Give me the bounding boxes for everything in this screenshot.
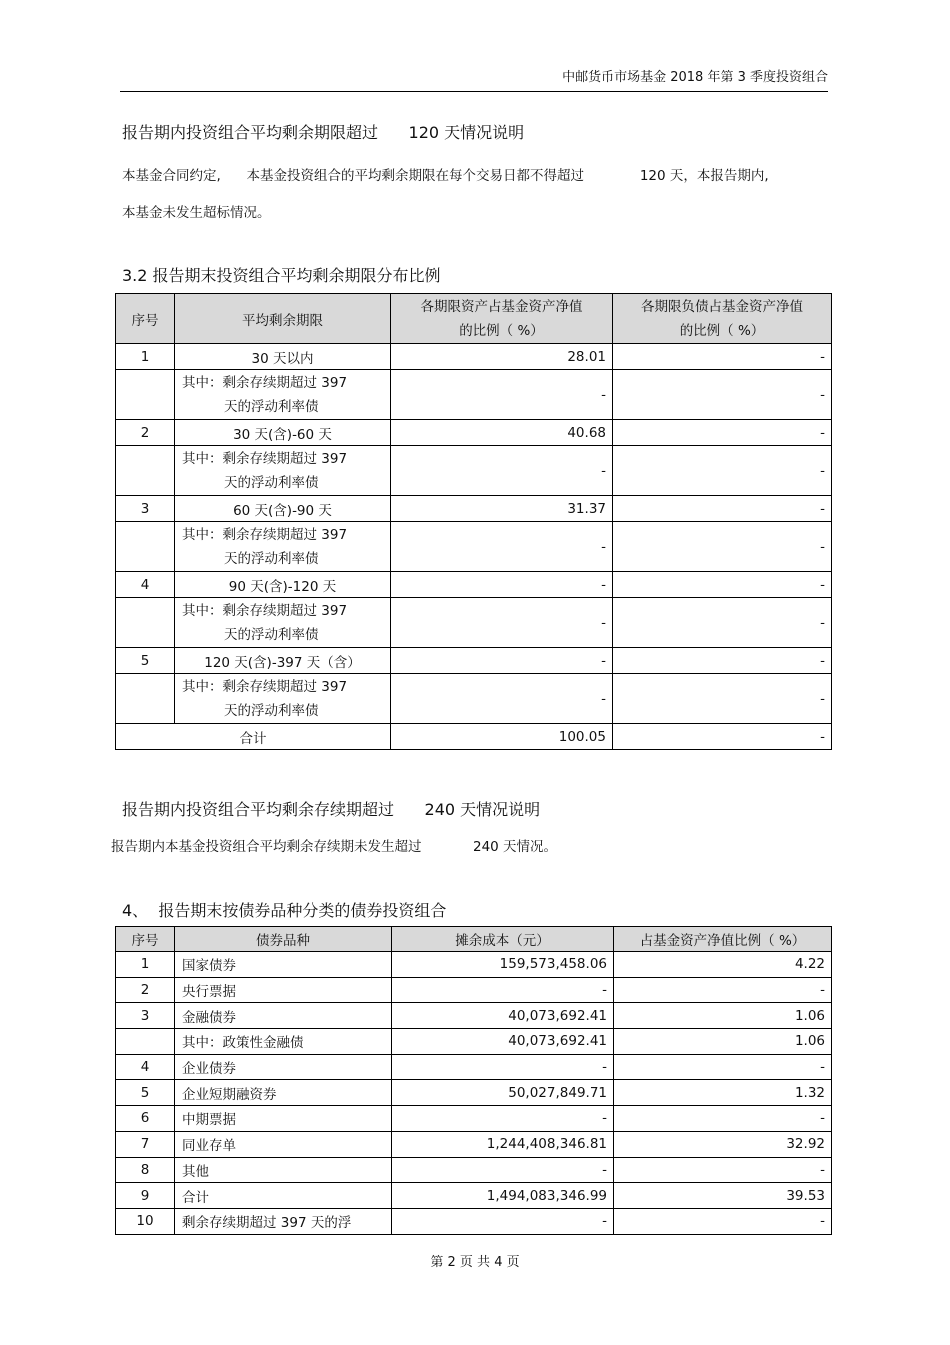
total-liability-ratio: - — [613, 724, 832, 750]
header-rule — [120, 91, 828, 92]
row-nav-ratio: 1.06 — [614, 1029, 832, 1055]
subitem-line-1: 其中：剩余存续期超过 397 — [182, 602, 348, 619]
row-bond-type: 其中：政策性金融债 — [175, 1029, 392, 1055]
row-asset-ratio: 31.37 — [391, 496, 613, 522]
row-seq-empty — [116, 446, 175, 496]
term-distribution-table — [115, 293, 832, 750]
column-header-amortized-cost: 摊余成本（元） — [392, 927, 614, 952]
subitem-line-2: 天的浮动利率债 — [224, 702, 319, 719]
row-nav-ratio: - — [614, 1054, 832, 1080]
subitem-line-1: 其中：剩余存续期超过 397 — [182, 374, 348, 391]
row-amortized-cost: - — [392, 977, 614, 1003]
table-subrow-floating-rate — [116, 370, 832, 420]
row-subitem-asset-ratio: - — [391, 522, 613, 572]
row-liability-ratio: - — [613, 496, 832, 522]
row-liability-ratio: - — [613, 648, 832, 674]
row-asset-ratio: 40.68 — [391, 420, 613, 446]
row-asset-ratio: - — [391, 648, 613, 674]
row-bond-type: 企业短期融资券 — [175, 1080, 392, 1106]
row-nav-ratio: 32.92 — [614, 1131, 832, 1157]
subitem-line-2: 天的浮动利率债 — [224, 474, 319, 491]
table-subrow-floating-rate — [116, 674, 832, 724]
total-row — [116, 724, 832, 750]
row-seq: 5 — [116, 1080, 175, 1106]
row-bond-type: 金融债券 — [175, 1003, 392, 1029]
subitem-line-1: 其中：剩余存续期超过 397 — [182, 450, 348, 467]
row-subitem-liability-ratio: - — [613, 446, 832, 496]
row-nav-ratio: - — [614, 977, 832, 1003]
row-bond-type: 央行票据 — [175, 977, 392, 1003]
row-nav-ratio: - — [614, 1208, 832, 1234]
row-seq: 1 — [116, 344, 175, 370]
row-amortized-cost: 40,073,692.41 — [392, 1003, 614, 1029]
page-header: 中邮货币市场基金 2018 年第 3 季度投资组合 — [562, 70, 828, 85]
row-seq-empty — [116, 598, 175, 648]
row-bond-type: 合计 — [175, 1183, 392, 1209]
table-subrow-floating-rate — [116, 522, 832, 572]
column-header-nav-ratio: 占基金资产净值比例（ %） — [614, 927, 832, 952]
row-amortized-cost: - — [392, 1208, 614, 1234]
column-header-seq: 序号 — [116, 294, 175, 344]
table-header-row — [116, 294, 832, 344]
row-subitem-liability-ratio: - — [613, 674, 832, 724]
table-row — [116, 496, 832, 522]
table-row — [116, 977, 832, 1003]
row-asset-ratio: 28.01 — [391, 344, 613, 370]
row-subitem-liability-ratio: - — [613, 598, 832, 648]
table-row — [116, 1054, 832, 1080]
table-row — [116, 952, 832, 978]
row-bond-type: 同业存单 — [175, 1131, 392, 1157]
column-header-asset-ratio: 各期限资产占基金资产净值 的比例（ %） — [391, 294, 613, 344]
row-bond-type: 中期票据 — [175, 1106, 392, 1132]
row-nav-ratio: 39.53 — [614, 1183, 832, 1209]
subitem-line-2: 天的浮动利率债 — [224, 550, 319, 567]
subitem-line-1: 其中：剩余存续期超过 397 — [182, 526, 348, 543]
table-row — [116, 1080, 832, 1106]
subitem-line-2: 天的浮动利率债 — [224, 626, 319, 643]
row-subitem-asset-ratio: - — [391, 598, 613, 648]
table-row — [116, 1131, 832, 1157]
row-asset-ratio: - — [391, 572, 613, 598]
row-seq: 10 — [116, 1208, 175, 1234]
row-nav-ratio: - — [614, 1157, 832, 1183]
row-seq: 6 — [116, 1106, 175, 1132]
row-liability-ratio: - — [613, 344, 832, 370]
row-subitem-label — [175, 598, 391, 648]
row-amortized-cost: - — [392, 1054, 614, 1080]
column-header-liability-ratio: 各期限负债占基金资产净值 的比例（ %） — [613, 294, 832, 344]
row-seq-empty — [116, 370, 175, 420]
row-term: 30 天以内 — [175, 344, 391, 370]
table-subrow-floating-rate — [116, 598, 832, 648]
row-subitem-label — [175, 674, 391, 724]
row-seq: 2 — [116, 977, 175, 1003]
row-seq: 9 — [116, 1183, 175, 1209]
row-amortized-cost: 1,244,408,346.81 — [392, 1131, 614, 1157]
table-row — [116, 1029, 832, 1055]
row-term: 90 天(含)-120 天 — [175, 572, 391, 598]
total-asset-ratio: 100.05 — [391, 724, 613, 750]
table-row — [116, 1183, 832, 1209]
section-heading-bond-portfolio: 4、 报告期末按债券品种分类的债券投资组合 — [122, 901, 447, 920]
row-bond-type: 剩余存续期超过 397 天的浮 — [175, 1208, 392, 1234]
row-subitem-label — [175, 370, 391, 420]
row-seq: 3 — [116, 496, 175, 522]
table-row — [116, 1208, 832, 1234]
row-seq: 1 — [116, 952, 175, 978]
subitem-line-2: 天的浮动利率债 — [224, 398, 319, 415]
row-subitem-label — [175, 522, 391, 572]
table-row — [116, 1003, 832, 1029]
table-row — [116, 1157, 832, 1183]
column-header-seq: 序号 — [116, 927, 175, 952]
row-subitem-asset-ratio: - — [391, 370, 613, 420]
row-nav-ratio: 1.32 — [614, 1080, 832, 1106]
row-term: 30 天(含)-60 天 — [175, 420, 391, 446]
row-bond-type: 其他 — [175, 1157, 392, 1183]
total-label: 合计 — [116, 724, 391, 750]
subitem-line-1: 其中：剩余存续期超过 397 — [182, 678, 348, 695]
row-liability-ratio: - — [613, 572, 832, 598]
row-amortized-cost: - — [392, 1157, 614, 1183]
row-seq: 5 — [116, 648, 175, 674]
row-amortized-cost: 50,027,849.71 — [392, 1080, 614, 1106]
column-header-term: 平均剩余期限 — [175, 294, 391, 344]
paragraph-line: 本基金合同约定, 本基金投资组合的平均剩余期限在每个交易日都不得超过 120 天，本报告期内, — [122, 168, 769, 184]
row-amortized-cost: 40,073,692.41 — [392, 1029, 614, 1055]
row-bond-type: 国家债券 — [175, 952, 392, 978]
table-subrow-floating-rate — [116, 446, 832, 496]
row-seq: 8 — [116, 1157, 175, 1183]
row-nav-ratio: 4.22 — [614, 952, 832, 978]
row-seq: 3 — [116, 1003, 175, 1029]
row-amortized-cost: - — [392, 1106, 614, 1132]
section-heading-term-distribution: 3.2 报告期末投资组合平均剩余期限分布比例 — [122, 266, 441, 285]
table-row — [116, 648, 832, 674]
table-header-row — [116, 927, 832, 952]
row-subitem-label — [175, 446, 391, 496]
row-seq: 7 — [116, 1131, 175, 1157]
section-heading-avg-term: 报告期内投资组合平均剩余期限超过 120 天情况说明 — [122, 123, 525, 142]
table-row — [116, 420, 832, 446]
row-nav-ratio: 1.06 — [614, 1003, 832, 1029]
table-row — [116, 344, 832, 370]
row-subitem-liability-ratio: - — [613, 522, 832, 572]
row-subitem-asset-ratio: - — [391, 674, 613, 724]
row-seq: 4 — [116, 1054, 175, 1080]
row-amortized-cost: 159,573,458.06 — [392, 952, 614, 978]
row-subitem-asset-ratio: - — [391, 446, 613, 496]
table-row — [116, 1106, 832, 1132]
row-bond-type: 企业债券 — [175, 1054, 392, 1080]
row-liability-ratio: - — [613, 420, 832, 446]
row-seq-empty — [116, 522, 175, 572]
column-header-bond-type: 债券品种 — [175, 927, 392, 952]
row-seq: 4 — [116, 572, 175, 598]
row-seq — [116, 1029, 175, 1055]
row-term: 60 天(含)-90 天 — [175, 496, 391, 522]
paragraph-line: 报告期内本基金投资组合平均剩余存续期未发生超过 240 天情况。 — [111, 839, 558, 855]
section-heading-avg-life: 报告期内投资组合平均剩余存续期超过 240 天情况说明 — [122, 800, 541, 819]
row-seq: 2 — [116, 420, 175, 446]
bond-portfolio-table — [115, 926, 832, 1235]
paragraph-line: 本基金未发生超标情况。 — [122, 205, 271, 221]
row-subitem-liability-ratio: - — [613, 370, 832, 420]
table-row — [116, 572, 832, 598]
page-footer: 第 2 页 共 4 页 — [430, 1255, 520, 1270]
row-seq-empty — [116, 674, 175, 724]
row-term: 120 天(含)-397 天（含） — [175, 648, 391, 674]
row-nav-ratio: - — [614, 1106, 832, 1132]
row-amortized-cost: 1,494,083,346.99 — [392, 1183, 614, 1209]
